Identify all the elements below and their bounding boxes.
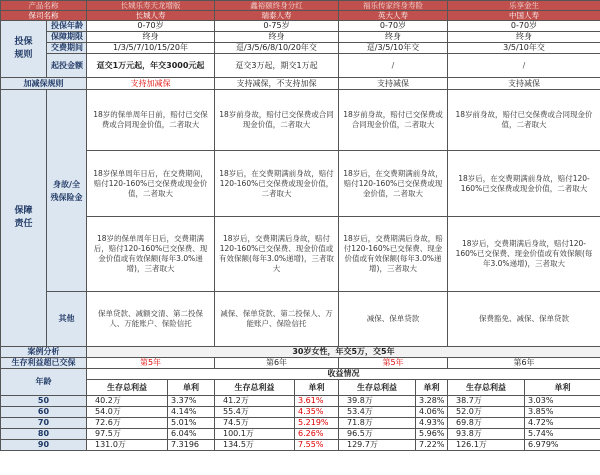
case-label: 案例分析 bbox=[1, 347, 87, 358]
pay-row bbox=[1, 43, 600, 54]
age-value: 70 bbox=[1, 418, 87, 429]
amount-value: 趸交3万起，期交1万起 bbox=[215, 54, 339, 78]
other-desc: 保单贷款、减额交清、第二投保人、万能账户、保险信托 bbox=[87, 292, 215, 347]
period-row bbox=[1, 32, 600, 43]
product-label: 产品名称 bbox=[1, 1, 87, 11]
total-value: 97.5万 bbox=[87, 429, 168, 440]
breakeven-value: 第5年 bbox=[87, 358, 215, 369]
coverage-desc: 18岁后，交费期满后身故，赔付120-160%已交保费、现金价值或有效保额(每年3.0%递增)，三者取大 bbox=[215, 217, 339, 292]
company-label: 保司名称 bbox=[1, 11, 87, 21]
product-name: 福乐传家终身寿险 bbox=[339, 1, 448, 11]
single-value: 7.55% bbox=[295, 440, 339, 451]
case-text: 30岁女性，年交5万，交5年 bbox=[87, 347, 600, 358]
single-value: 7.22% bbox=[416, 440, 448, 451]
single-value: 6.979% bbox=[525, 440, 600, 451]
returns-row bbox=[1, 418, 600, 429]
single-value: 4.14% bbox=[168, 407, 215, 418]
coverage-desc: 18岁后，交费期满后身故，赔付120-160%已交保费、现金价值或有效保额(每年3.0%递增)，三者取大 bbox=[339, 217, 448, 292]
coverage-desc: 18岁前身故，赔付已交保费或合同现金价值，二者取大 bbox=[215, 90, 339, 151]
pay-value: 趸/3/5/6/8/10/20年交 bbox=[215, 43, 339, 54]
breakeven-value: 第5年 bbox=[339, 358, 448, 369]
coverage-row-3 bbox=[1, 217, 600, 292]
coverage-desc: 18岁前身故，赔付已交保费或合同现金价值，二者取大 bbox=[448, 90, 600, 151]
single-value: 4.72% bbox=[525, 418, 600, 429]
total-value: 100.1万 bbox=[215, 429, 295, 440]
total-value: 129.7万 bbox=[339, 440, 416, 451]
single-header: 单利 bbox=[525, 380, 600, 396]
total-value: 131.0万 bbox=[87, 440, 168, 451]
single-value: 3.28% bbox=[416, 396, 448, 407]
total-value: 39.8万 bbox=[339, 396, 416, 407]
total-value: 126.1万 bbox=[448, 440, 525, 451]
total-value: 53.4万 bbox=[339, 407, 416, 418]
total-value: 71.8万 bbox=[339, 418, 416, 429]
reduce-value: 支持加减保 bbox=[87, 78, 215, 90]
age-row bbox=[1, 21, 600, 32]
other-desc: 减保、保单贷款、第二投保人、万能账户、保险信托 bbox=[215, 292, 339, 347]
age-value: 0-70岁 bbox=[448, 21, 600, 32]
amount-value: 趸交1万元起，年交3000元起 bbox=[87, 54, 215, 78]
other-label: 其他 bbox=[47, 292, 87, 347]
total-value: 72.6万 bbox=[87, 418, 168, 429]
total-value: 41.2万 bbox=[215, 396, 295, 407]
total-value: 38.7万 bbox=[448, 396, 525, 407]
single-value: 5.74% bbox=[525, 429, 600, 440]
returns-row bbox=[1, 407, 600, 418]
reduce-value: 支持减保 bbox=[448, 78, 600, 90]
coverage-group-label: 保障 责任 bbox=[1, 90, 47, 347]
returns-title-row bbox=[1, 369, 600, 380]
breakeven-value: 第6年 bbox=[215, 358, 339, 369]
company-name: 中国人寿 bbox=[448, 11, 600, 21]
single-value: 4.06% bbox=[416, 407, 448, 418]
product-name: 乐享金生 bbox=[448, 1, 600, 11]
coverage-row-1 bbox=[1, 90, 600, 151]
total-value: 52.0万 bbox=[448, 407, 525, 418]
age-value: 0-70岁 bbox=[87, 21, 215, 32]
age-value: 80 bbox=[1, 429, 87, 440]
product-row bbox=[1, 1, 600, 11]
reduce-label: 加减保规则 bbox=[1, 78, 87, 90]
single-value: 5.219% bbox=[295, 418, 339, 429]
single-header: 单利 bbox=[168, 380, 215, 396]
returns-header-row bbox=[1, 380, 600, 396]
company-name: 长城人寿 bbox=[87, 11, 215, 21]
period-value: 终身 bbox=[339, 32, 448, 43]
single-value: 7.3196 bbox=[168, 440, 215, 451]
company-name: 瑞泰人寿 bbox=[215, 11, 339, 21]
rules-group-label: 投保 规则 bbox=[1, 21, 47, 78]
death-benefit-label: 身故/全 残保险金 bbox=[47, 90, 87, 292]
single-value: 3.61% bbox=[295, 396, 339, 407]
single-header: 单利 bbox=[416, 380, 448, 396]
returns-title: 收益情况 bbox=[87, 369, 600, 380]
other-row bbox=[1, 292, 600, 347]
single-value: 6.04% bbox=[168, 429, 215, 440]
pay-value: 趸/3/5/10年交 bbox=[339, 43, 448, 54]
total-value: 74.5万 bbox=[215, 418, 295, 429]
total-value: 55.4万 bbox=[215, 407, 295, 418]
age-value: 90 bbox=[1, 440, 87, 451]
single-value: 3.03% bbox=[525, 396, 600, 407]
breakeven-row bbox=[1, 358, 600, 369]
amount-value: / bbox=[448, 54, 600, 78]
product-name: 长城乐寿天龙增版 bbox=[87, 1, 215, 11]
company-row bbox=[1, 11, 600, 21]
total-value: 54.0万 bbox=[87, 407, 168, 418]
pay-value: 1/3/5/7/10/15/20年 bbox=[87, 43, 215, 54]
total-value: 93.8万 bbox=[448, 429, 525, 440]
total-header: 生存总利益 bbox=[215, 380, 295, 396]
age-label: 投保年龄 bbox=[47, 21, 87, 32]
age-value: 50 bbox=[1, 396, 87, 407]
case-row bbox=[1, 347, 600, 358]
coverage-desc: 18岁的保单周年日后，交费期满后，赔付120-160%已交保费、现金价值或有效保额(每年3.0%递增)，三者取大 bbox=[87, 217, 215, 292]
period-value: 终身 bbox=[215, 32, 339, 43]
single-value: 5.01% bbox=[168, 418, 215, 429]
breakeven-value: 第6年 bbox=[448, 358, 600, 369]
returns-row bbox=[1, 429, 600, 440]
total-header: 生存总利益 bbox=[339, 380, 416, 396]
other-desc: 减保、保单贷款 bbox=[339, 292, 448, 347]
amount-label: 起投金额 bbox=[47, 54, 87, 78]
age-header: 年龄 bbox=[1, 369, 87, 396]
total-value: 69.8万 bbox=[448, 418, 525, 429]
single-value: 6.26% bbox=[295, 429, 339, 440]
returns-row bbox=[1, 440, 600, 451]
pay-label: 交费期间 bbox=[47, 43, 87, 54]
reduce-value: 支持减保 bbox=[339, 78, 448, 90]
coverage-desc: 18岁保单周年日后，在交费期间，赔付120-160%已交保费或现金价值，二者取大 bbox=[87, 151, 215, 217]
coverage-desc: 18岁后，交费期满后身故，赔付120-160%已交保费、现金价值或有效保额(每年3.0%递增)，三者取大 bbox=[448, 217, 600, 292]
breakeven-label: 生存利益超已交保 bbox=[1, 358, 87, 369]
amount-value: / bbox=[339, 54, 448, 78]
product-name: 鑫裕颐终身分红 bbox=[215, 1, 339, 11]
coverage-desc: 18岁的保单周年日前，赔付已交保费或合同现金价值，二者取大 bbox=[87, 90, 215, 151]
period-value: 终身 bbox=[87, 32, 215, 43]
period-value: 终身 bbox=[448, 32, 600, 43]
single-value: 4.35% bbox=[295, 407, 339, 418]
coverage-desc: 18岁后，在交费期满前身故，赔付120-160%已交保费或现金价值，二者取大 bbox=[448, 151, 600, 217]
reduce-value: 支持减保，不支持加保 bbox=[215, 78, 339, 90]
coverage-row-2 bbox=[1, 151, 600, 217]
pay-value: 3/5/10年交 bbox=[448, 43, 600, 54]
amount-row bbox=[1, 54, 600, 78]
period-label: 保障期限 bbox=[47, 32, 87, 43]
single-value: 3.85% bbox=[525, 407, 600, 418]
age-value: 0-75岁 bbox=[215, 21, 339, 32]
single-header: 单利 bbox=[295, 380, 339, 396]
coverage-desc: 18岁前身故，赔付已交保费或合同现金价值，二者取大 bbox=[339, 90, 448, 151]
coverage-desc: 18岁后，在交费期满前身故，赔付120-160%已交保费或现金价值，二者取大 bbox=[339, 151, 448, 217]
total-header: 生存总利益 bbox=[448, 380, 525, 396]
age-value: 0-70岁 bbox=[339, 21, 448, 32]
total-value: 134.5万 bbox=[215, 440, 295, 451]
reduce-row bbox=[1, 78, 600, 90]
coverage-desc: 18岁后，在交费期满前身故，赔付120-160%已交保费或现金价值，二者取大 bbox=[215, 151, 339, 217]
total-header: 生存总利益 bbox=[87, 380, 168, 396]
single-value: 5.96% bbox=[416, 429, 448, 440]
total-value: 96.5万 bbox=[339, 429, 416, 440]
returns-row bbox=[1, 396, 600, 407]
single-value: 4.93% bbox=[416, 418, 448, 429]
other-desc: 保费豁免、减保、保单贷款 bbox=[448, 292, 600, 347]
single-value: 3.37% bbox=[168, 396, 215, 407]
total-value: 40.2万 bbox=[87, 396, 168, 407]
company-name: 英大人寿 bbox=[339, 11, 448, 21]
age-value: 60 bbox=[1, 407, 87, 418]
